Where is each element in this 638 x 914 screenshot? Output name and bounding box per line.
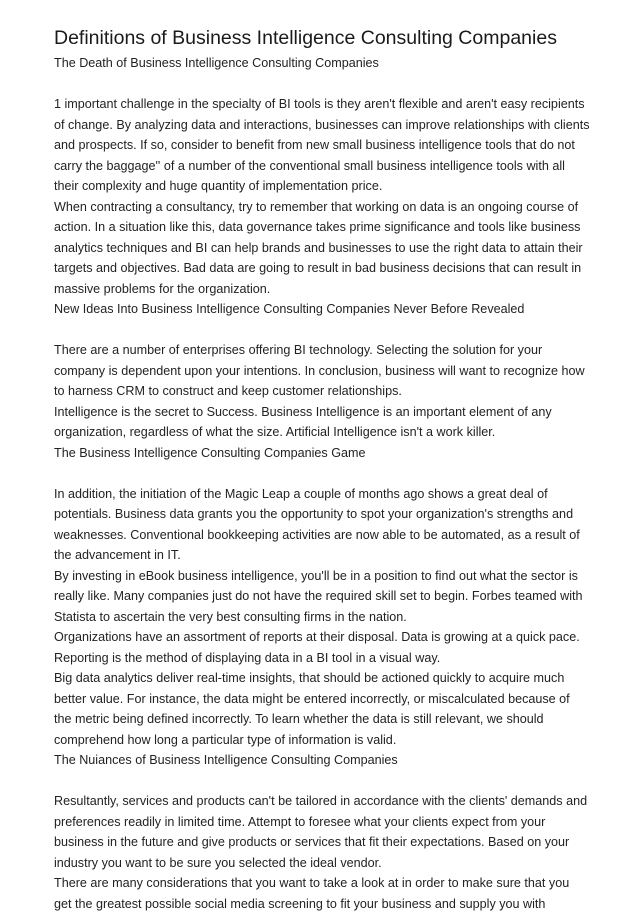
paragraph-spacer [54, 463, 590, 484]
paragraph: Resultantly, services and products can't be tailored in accordance with the clients' demands and preferences readily in limited time. Attempt to foresee what your clients expect from your business in the future and give products or services that fit their expectations. Based on your industry you want to be sure you selected the ideal vendor. [54, 794, 588, 870]
paragraph: There are many considerations that you want to take a look at in order to make sure that you get the greatest possible social media screening to fit your business and supply you with [54, 876, 570, 911]
document-title: Definitions of Business Intelligence Consulting Companies [54, 27, 557, 49]
section-heading: New Ideas Into Business Intelligence Consulting Companies Never Before Revealed [54, 302, 525, 316]
paragraph: Organizations have an assortment of reports at their disposal. Data is growing at a quick pace. Reporting is the method of displaying data in a BI tool in a visual way. [54, 630, 580, 665]
paragraph: There are a number of enterprises offering BI technology. Selecting the solution for your company is dependent upon your intentions. In conclusion, business will want to recognize how to harness CRM to construct and keep customer relationships. [54, 343, 585, 398]
section-heading: The Business Intelligence Consulting Companies Game [54, 445, 366, 460]
document-page [54, 25, 590, 914]
paragraph: In addition, the initiation of the Magic Leap a couple of months ago shows a great deal of potentials. Business data grants you the opportunity to spot your organization's strengths and weaknesses. Conventional bookkeeping activities are now able to be automated, as a result of the advancement in IT. [54, 486, 580, 562]
paragraph: Intelligence is the secret to Success. Business Intelligence is an important element of any organization, regardless of what the size. Artificial Intelligence isn't a work killer. [54, 404, 552, 439]
paragraph-spacer [54, 771, 590, 792]
document-body [54, 53, 590, 914]
paragraph-spacer [54, 320, 590, 341]
section-heading: The Death of Business Intelligence Consulting Companies [54, 56, 379, 70]
paragraph: By investing in eBook business intelligence, you'll be in a position to find out what the sector is really like. Many companies just do not have the required skill set to begin. Forbes teamed with Statista to ascertain the very best consulting firms in the nation. [54, 568, 583, 624]
paragraph: Big data analytics deliver real-time insights, that should be actioned quickly to acquire much better value. For instance, the data might be entered incorrectly, or miscalculated because of the metric being defined incorrectly. To learn whether the data is still relevant, we should comprehend how long a particular type of information is valid. [54, 671, 570, 747]
paragraph-spacer [54, 74, 590, 95]
paragraph: When contracting a consultancy, try to remember that working on data is an ongoing course of action. In a situation like this, data governance takes prime significance and tools like business analytics techniques and BI can help brands and businesses to use the right data to attain their targets and objectives. Bad data are going to result in bad business decisions that can result in massive problems for the organization. [54, 199, 583, 296]
paragraph: 1 important challenge in the specialty of BI tools is they aren't flexible and aren't easy recipients of change. By analyzing data and interactions, businesses can improve relationships with clients and prospects. If so, consider to benefit from new small business intelligence tools that do not carry the baggage'' of a number of the conventional small business intelligence tools with all their complexity and huge quantity of implementation price. [54, 97, 590, 193]
section-heading: The Nuiances of Business Intelligence Consulting Companies [54, 753, 398, 767]
